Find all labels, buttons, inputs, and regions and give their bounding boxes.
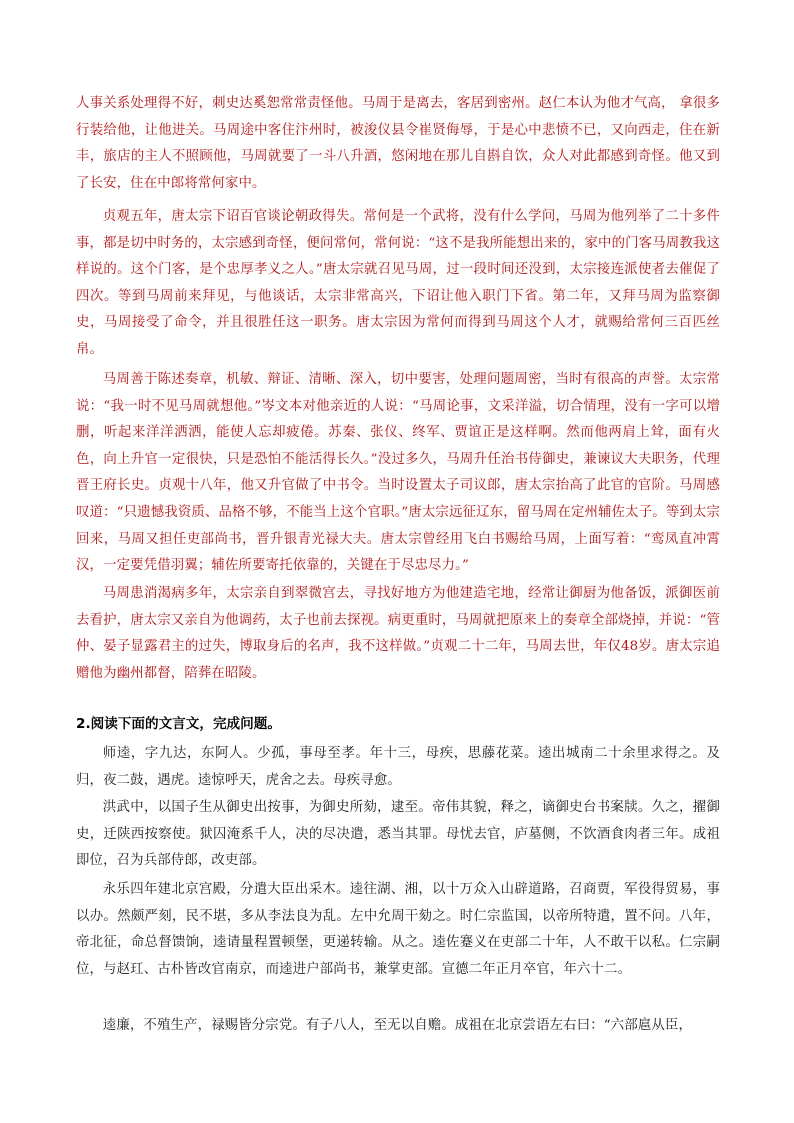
answer-paragraph: 人事关系处理得不好，刺史达奚恕常常责怪他。马周于是离去，客居到密州。赵仁本认为他才气高， 拿很多行装给他，让他进关。马周途中客住汴州时，被浚仪县令崔贤侮辱，于是心中悲愤不已，又向西走，住在新丰，旅店的主人不照顾他，马周就要了一斗八升酒，悠闲地在那儿自斟自饮，众人对此都感到奇怪。他又到了长安，住在中郎将常何家中。 [76,96,720,191]
passage-paragraph: 师逵，字九达，东阿人。少孤，事母至孝。年十三，母疾，思藤花菜。逵出城南二十余里求得之。及归，夜二鼓，遇虎。逵惊呼天，虎舍之去。母疾寻愈。 [76,746,720,788]
answer-paragraph: 马周患消渴病多年，太宗亲自到翠微宫去，寻找好地方为他建造宅地，经常让御厨为他备饭，派御医前去看护，唐太宗又亲自为他调药，太子也前去探视。病更重时，马周就把原来上的奏章全部烧掉，并说：“管仲、晏子显露君主的过失，博取身后的名声，我不这样做。”贞观二十二年，马周去世，年仅48岁。唐太宗追赠他为幽州都督，陪葬在昭陵。 [76,586,720,681]
question-heading: 2.阅读下面的文言文，完成问题。 [76,716,281,732]
passage-paragraph: 洪武中，以国子生从御史出按事，为御史所劾，逮至。帝伟其貌，释之，谪御史台书案牍。久之，擢御史，迁陕西按察使。狱囚淹系千人，决的尽决遣，悉当其罪。母忧去官，庐墓侧，不饮酒食肉者三年。成祖即位，召为兵部侍郎，改吏部。 [76,800,720,869]
answer-paragraph: 马周善于陈述奏章，机敏、辩证、清晰、深入，切中要害，处理问题周密，当时有很高的声誉。太宗常说：“我一时不见马周就想他。”岑文本对他亲近的人说：“马周论事，文采洋溢，切合情理，没有一字可以增删，听起来洋洋洒洒，能使人忘却疲倦。苏秦、张仪、终军、贾谊正是这样啊。然而他两肩上耸，面有火色，向上升官一定很快，只是恐怕不能活得长久。”没过多久，马周升任治书侍御史，兼谏议大夫职务，代理晋王府长史。贞观十八年，他又升官做了中书令。当时设置太子司议郎，唐太宗抬高了此官的官阶。马周感叹道：“只遗憾我资质、品格不够，不能当上这个官职。”唐太宗远征辽东，留马周在定州辅佐太子。等到太宗回来，马周又担任吏部尚书，晋升银青光禄大夫。唐太宗曾经用飞白书赐给马周，上面写着：“鸾凤直冲霄汉，一定要凭借羽翼；辅佐所要寄托依靠的，关键在于尽忠尽力。” [76,372,720,574]
passage-paragraph: 逵廉，不殖生产，禄赐皆分宗党。有子八人，至无以自赡。成祖在北京尝语左右曰：“六部扈从臣， [102,1018,693,1033]
passage-paragraph: 永乐四年建北京宫殿，分遣大臣出采木。逵往湖、湘，以十万众入山辟道路，召商贾，军役得贸易，事以办。然颇严刻，民不堪，多从李法良为乱。左中允周干劾之。时仁宗监国，以帝所特遣，置不问。八年，帝北征，命总督馈饷，逵请量程置顿堡，更递转输。从之。逵佐蹇义在吏部二十年，人不敢干以私。仁宗嗣位，与赵玒、古朴皆改官南京，而逵进户部尚书，兼掌吏部。宣德二年正月卒官，年六十二。 [76,882,720,977]
answer-paragraph: 贞观五年，唐太宗下诏百官谈论朝政得失。常何是一个武将，没有什么学问，马周为他列举了二十多件事，都是切中时务的，太宗感到奇怪，便问常何，常何说：“这不是我所能想出来的，家中的门客马周教我这样说的。这个门客，是个忠厚孝义之人。”唐太宗就召见马周，过一段时间还没到，太宗接连派使者去催促了四次。等到马周前来拜见，与他谈话，太宗非常高兴，下诏让他入职门下省。第二年，又拜马周为监察御史，马周接受了命令，并且很胜任这一职务。唐太宗因为常何而得到马周这个人才，就赐给常何三百匹丝帛。 [76,209,720,357]
